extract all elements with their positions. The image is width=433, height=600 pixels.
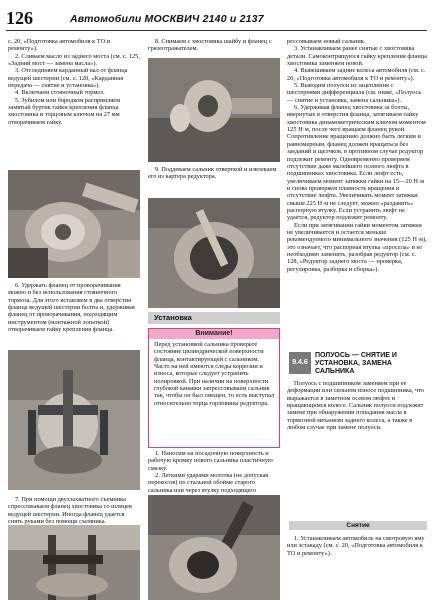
paragraph: 2. Легкими ударами молотка (не допуская перекосов) по стальной обойме старого сальника или через втулку подходящего [148,472,269,494]
photo-puller-close [8,525,140,600]
paragraph: Если при затягивании гайки моментом затяжки не увеличивается и остается меньше рекомендуемого минимального значения (125 Н·м), это означает, что распорная втулка «просела» и ее необходимо заменить, разобрав редуктор (см. с. 128, «Редуктор заднего моста — проверка, регулировка, разборка и сборка»). [287,221,427,273]
photo-seal-press [148,495,280,600]
paragraph: рессовываем новый сальник. [287,38,366,45]
section-install-title: Установка [148,312,280,324]
page-number: 126 [6,8,33,28]
paragraph: 5. Зубилом или бородком распрямляем замятый буртик гайки крепления фланца хвостовика и торцовым ключом на 27 мм отворачиваем гайку. [8,96,121,126]
column-3-text-2 [287,380,427,431]
photo-puller [8,350,140,490]
photo-unscrewing-nut [8,170,140,278]
paragraph: 8. Снимаем с хвостовика шайбу и фланец с грязеотражателем. [148,38,272,53]
photo-flange-washer [148,58,280,162]
header-divider [6,30,427,31]
column-2-text [148,38,280,53]
paragraph: с. 20, «Подготовка автомобиля к ТО и ремонту»). [8,38,111,53]
paragraph: 3. Устанавливаем ранее снятые с хвостовика детали. Самоконтрящуюся гайку крепления фланца хвостовика заменяем новой. [287,45,427,68]
paragraph: 4. Вывешиваем задние колеса автомобиля (см. с. 20, «Подготовка автомобиля к ТО и ремонту»). [287,67,426,82]
section-number-badge: 9.4.6 [289,352,311,374]
page-header [0,0,433,32]
paragraph: 2. Сливаем масло из заднего моста (см. с. 125, «Задний мост — замена масла»). [8,52,140,68]
column-3-text-3 [287,535,427,557]
paragraph: 4. Включаем стояночный тормоз. [15,89,105,97]
caption-text: 7. При помощи двухзахватного съемника спрессовываем фланец хвостовика со шлицев ведущей шестерни. Иногда фланец удается снять руками без помощи съемника. [8,496,132,526]
column-3-text [287,38,427,273]
warning-title: Внимание! [149,329,279,339]
subsection-title: ПОЛУОСЬ — СНЯТИЕ И УСТАНОВКА, ЗАМЕНА САЛЬНИКА [315,352,397,375]
paragraph: 6. Удерживая фланец хвостовика за болты, ввернутые в отверстия фланца, затягиваем гайку хвостовика динамометрическим ключом моментом 125 Н·м, после чего вращаем фланец рукой. Сопротивление вращению должно быть легким и равномерным, фланец должен вращаться без заеданий и щелчков, в противном случае редуктор подлежит ремонту. Одновременно проверяем отсутствие даже малейшего осевого люфта в подшипниках хвостовика. Если люфт есть, увеличиваем момент затяжки гайки на 15—20 Н·м и снова проверяем плавность вращения и отсутствие люфта. Увеличивать момент затяжки свыше 225 Н·м не следует, можно «раздавить» распорную втулку. Если устранить люфт не удается, редуктор подлежит ремонту. [287,104,426,222]
caption-9 [148,166,280,181]
caption-7 [8,496,140,525]
running-title: Автомобили МОСКВИЧ 2140 и 2137 [70,13,264,25]
caption-text: 6. Удержать фланец от проворачивания можно и без использования стояночного тормоза. Для этого вставляем в два отверстия фланца ведущей шестерни болты и, удерживая фланец от проворачивания, подходящим инструментом (монтажной лопаткой) отворачиваем гайку крепления фланца. [8,282,135,334]
paragraph: 1. Устанавливаем автомобиль на смотровую яму или эстакаду (см. с. 20, «Подготовка автомобиля к ТО и ремонту»). [287,535,425,557]
paragraph: 3. Отсоединяем карданный вал от фланца ведущей шестерни (см. с. 120, «Карданная передача — снятие и установка»). [8,67,128,90]
column-1-text [8,38,140,126]
caption-text: 9. Поддеваем сальник отверткой и извлекаем его из картера редуктора. [148,166,277,181]
paragraph: Полуось с подшипником заменяем при ее деформации или сильном износе подшипника, что выражается в заметном осевом люфте и вращающимся колесе. Сальник полуоси подлежит замене при обнаружении попадания масла в тормозной механизм заднего колеса, а также в любом случае при замене полуоси. [287,380,424,432]
caption-6 [8,282,140,333]
warning-text: Перед установкой сальника проверьте состояние цилиндрической поверхности фланца, контактирующей с сальником. Часто на ней имеются следы коррозии и износа, которые следует устранить полировкой. При наличии на поверхности глубокой канавки запрессовываем сальник так, чтобы он был смещен, то есть выступал относительно торца горловины редуктора. [154,341,275,407]
photo-seal-removal [148,198,280,308]
subsection-heading [289,352,427,376]
paragraph: 5. Выводим полуоси из зацепления с шестернями дифференциала (см. ниже, «Полуось — снятие и установка, замена сальника»). [287,82,422,104]
paragraph: 1. Наносим на посадочную поверхность и рабочую кромку нового сальника пластичную смазку. [148,450,273,472]
removal-label: Снятие [289,521,427,530]
column-2-steps [148,450,280,501]
warning-box [148,328,280,448]
